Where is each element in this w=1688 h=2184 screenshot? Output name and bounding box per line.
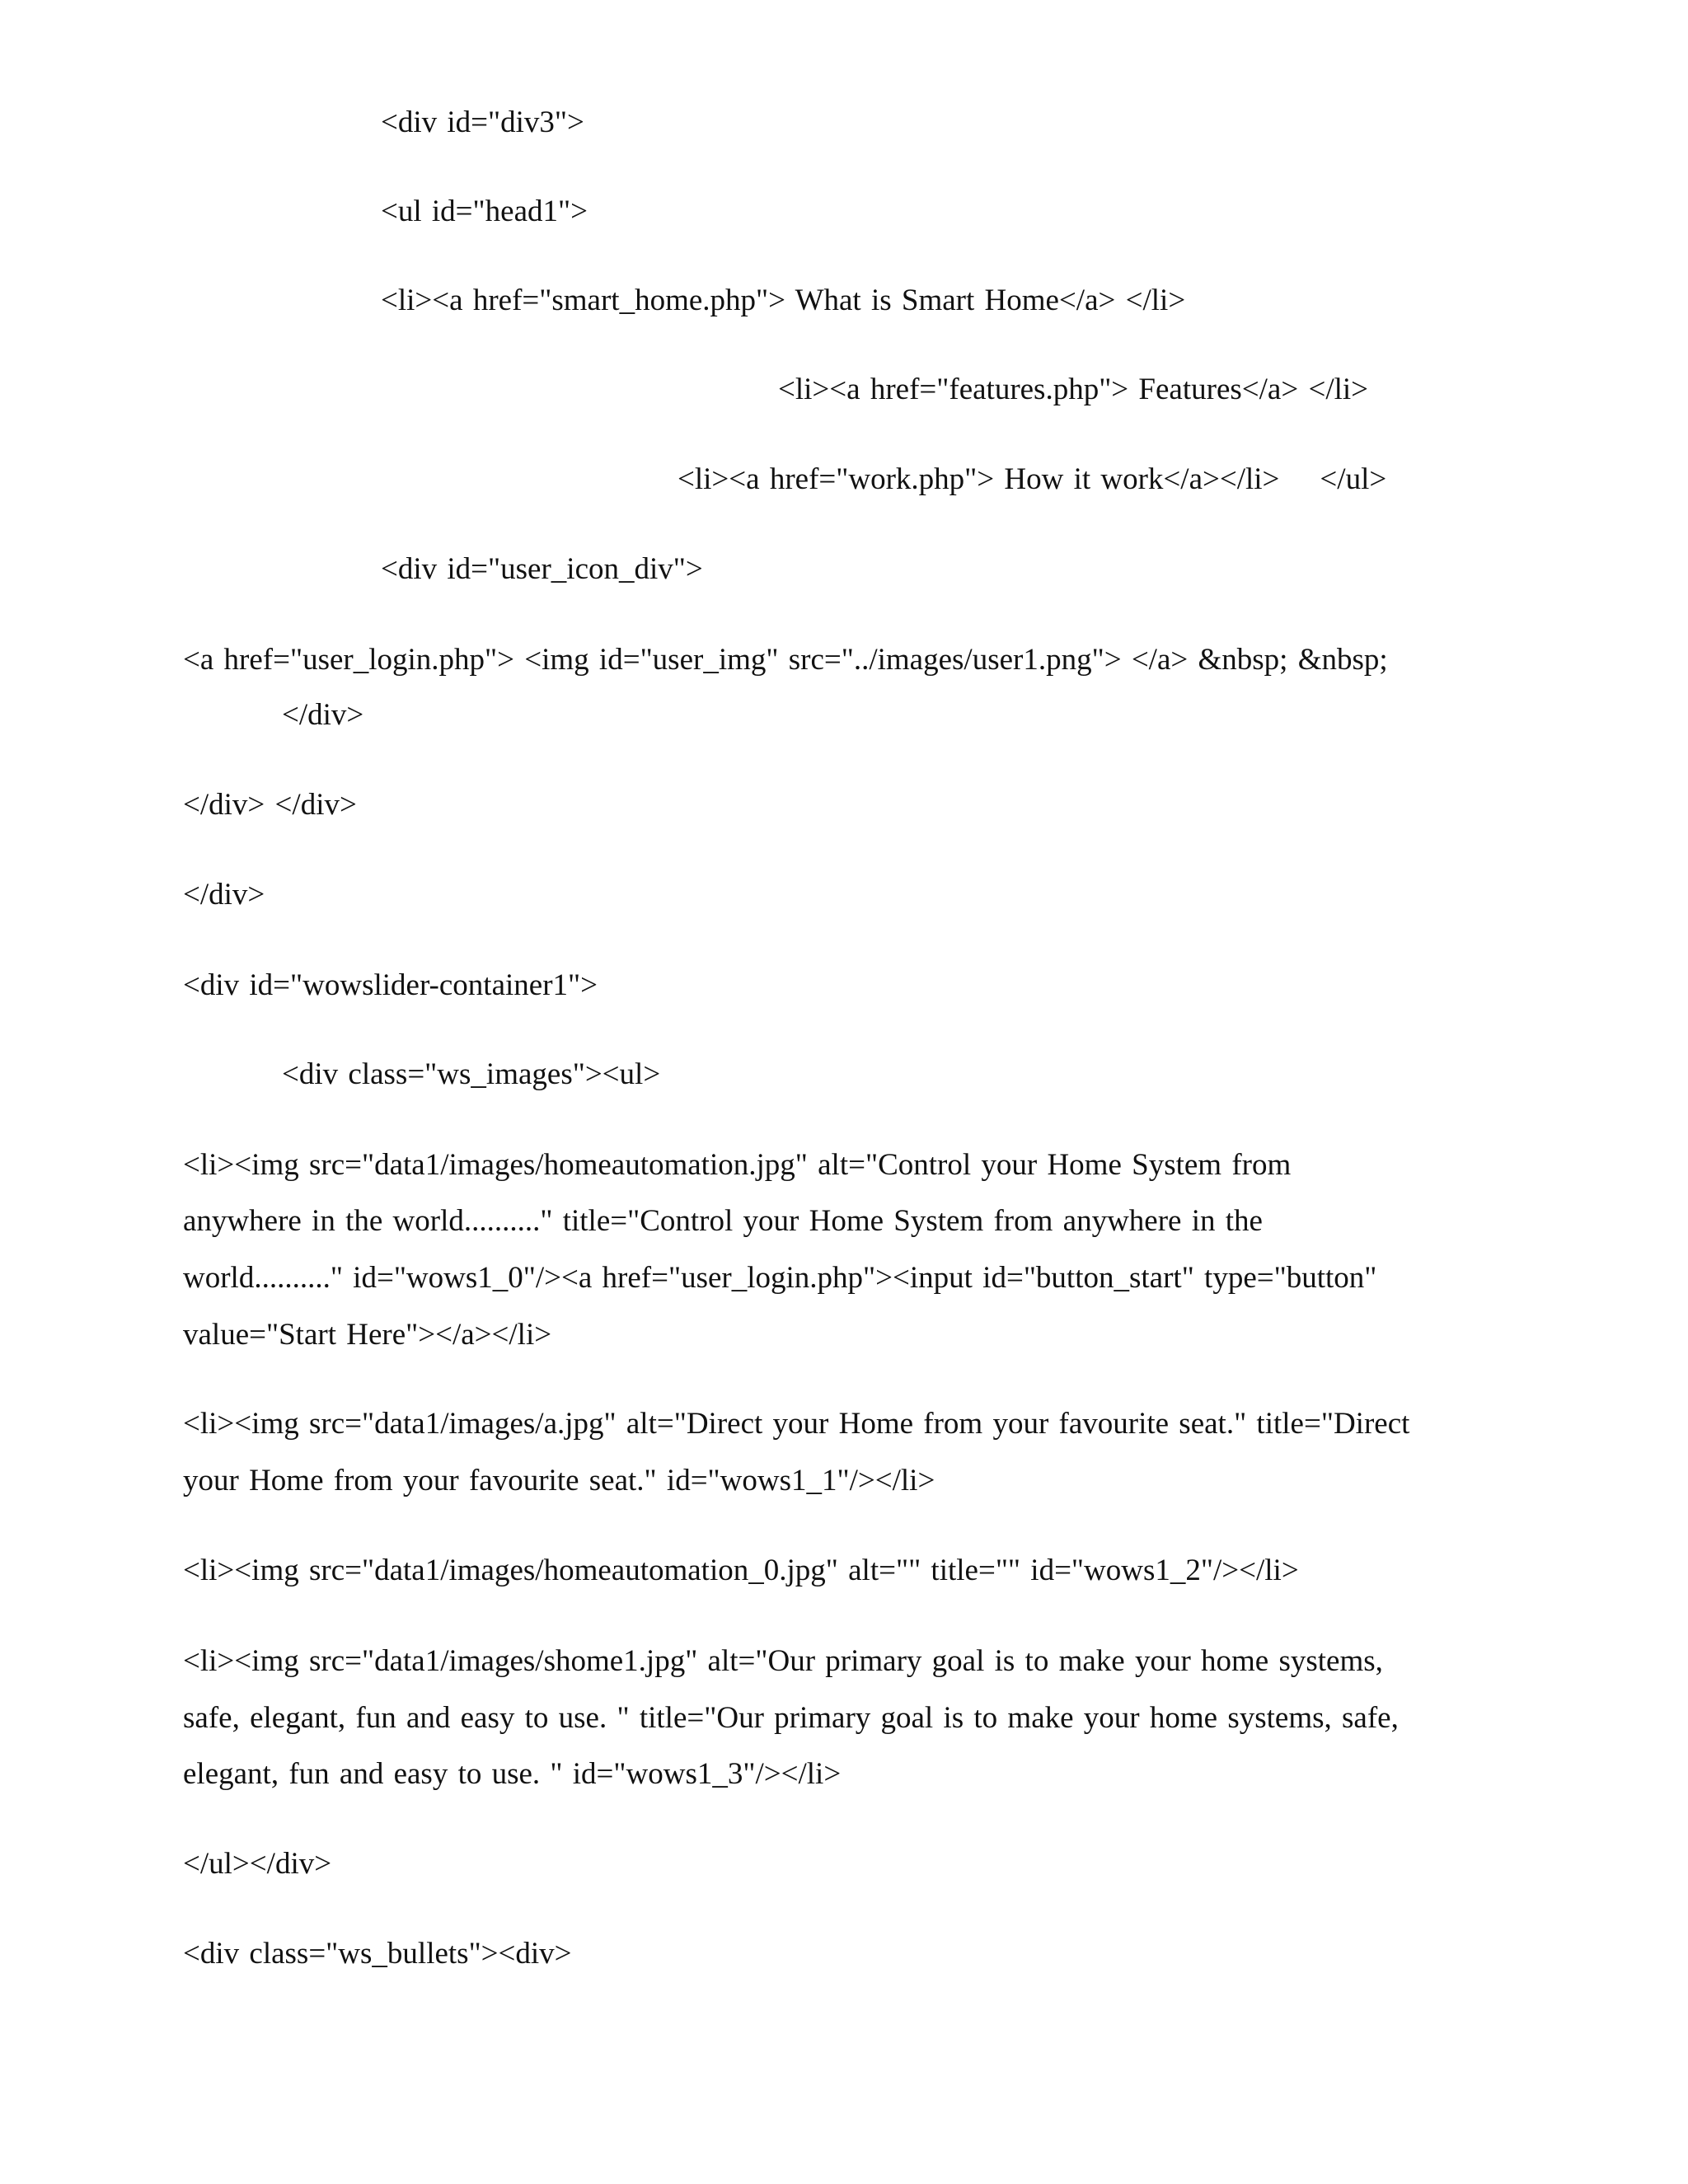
code-line: <div class="ws_bullets"><div> [183,1937,572,1971]
code-line: <li><img src="data1/images/homeautomation_0.jpg" alt="" title="" id="wows1_2"/></li> [183,1554,1299,1587]
code-line: <div id="user_icon_div"> [381,552,703,586]
code-line: value="Start Here"></a></li> [183,1318,552,1352]
code-line: <div id="wowslider-container1"> [183,968,598,1002]
code-line: <div id="div3"> [381,105,584,139]
code-line: <li><a href="smart_home.php"> What is Smart Home</a> </li> [381,284,1186,317]
code-line: <a href="user_login.php"> <img id="user_img" src="../images/user1.png"> </a> &nbsp; &nbsp; [183,643,1388,677]
code-line: <li><a href="work.php"> How it work</a></li> </ul> [678,462,1387,496]
code-line: your Home from your favourite seat." id="wows1_1"/></li> [183,1464,935,1497]
code-line: </ul></div> [183,1847,332,1881]
code-line: <li><img src="data1/images/homeautomation.jpg" alt="Control your Home System from [183,1148,1292,1182]
code-line: elegant, fun and easy to use. " id="wows1_3"/></li> [183,1757,842,1791]
code-line: <li><img src="data1/images/shome1.jpg" alt="Our primary goal is to make your home systems, [183,1644,1383,1678]
code-line: </div> </div> [183,788,357,822]
code-line: <li><a href="features.php"> Features</a> </li> [778,373,1369,406]
code-line: anywhere in the world.........." title="Control your Home System from anywhere in the [183,1204,1263,1238]
code-line: </div> [282,698,364,732]
code-line: <div class="ws_images"><ul> [282,1057,661,1091]
code-line: </div> [183,878,265,912]
code-line: <li><img src="data1/images/a.jpg" alt="Direct your Home from your favourite seat." title="Direct [183,1407,1410,1441]
code-line: safe, elegant, fun and easy to use. " title="Our primary goal is to make your home systems, safe, [183,1701,1399,1735]
code-line: <ul id="head1"> [381,194,588,228]
code-line: world.........." id="wows1_0"/><a href="user_login.php"><input id="button_start" type="button" [183,1261,1377,1295]
